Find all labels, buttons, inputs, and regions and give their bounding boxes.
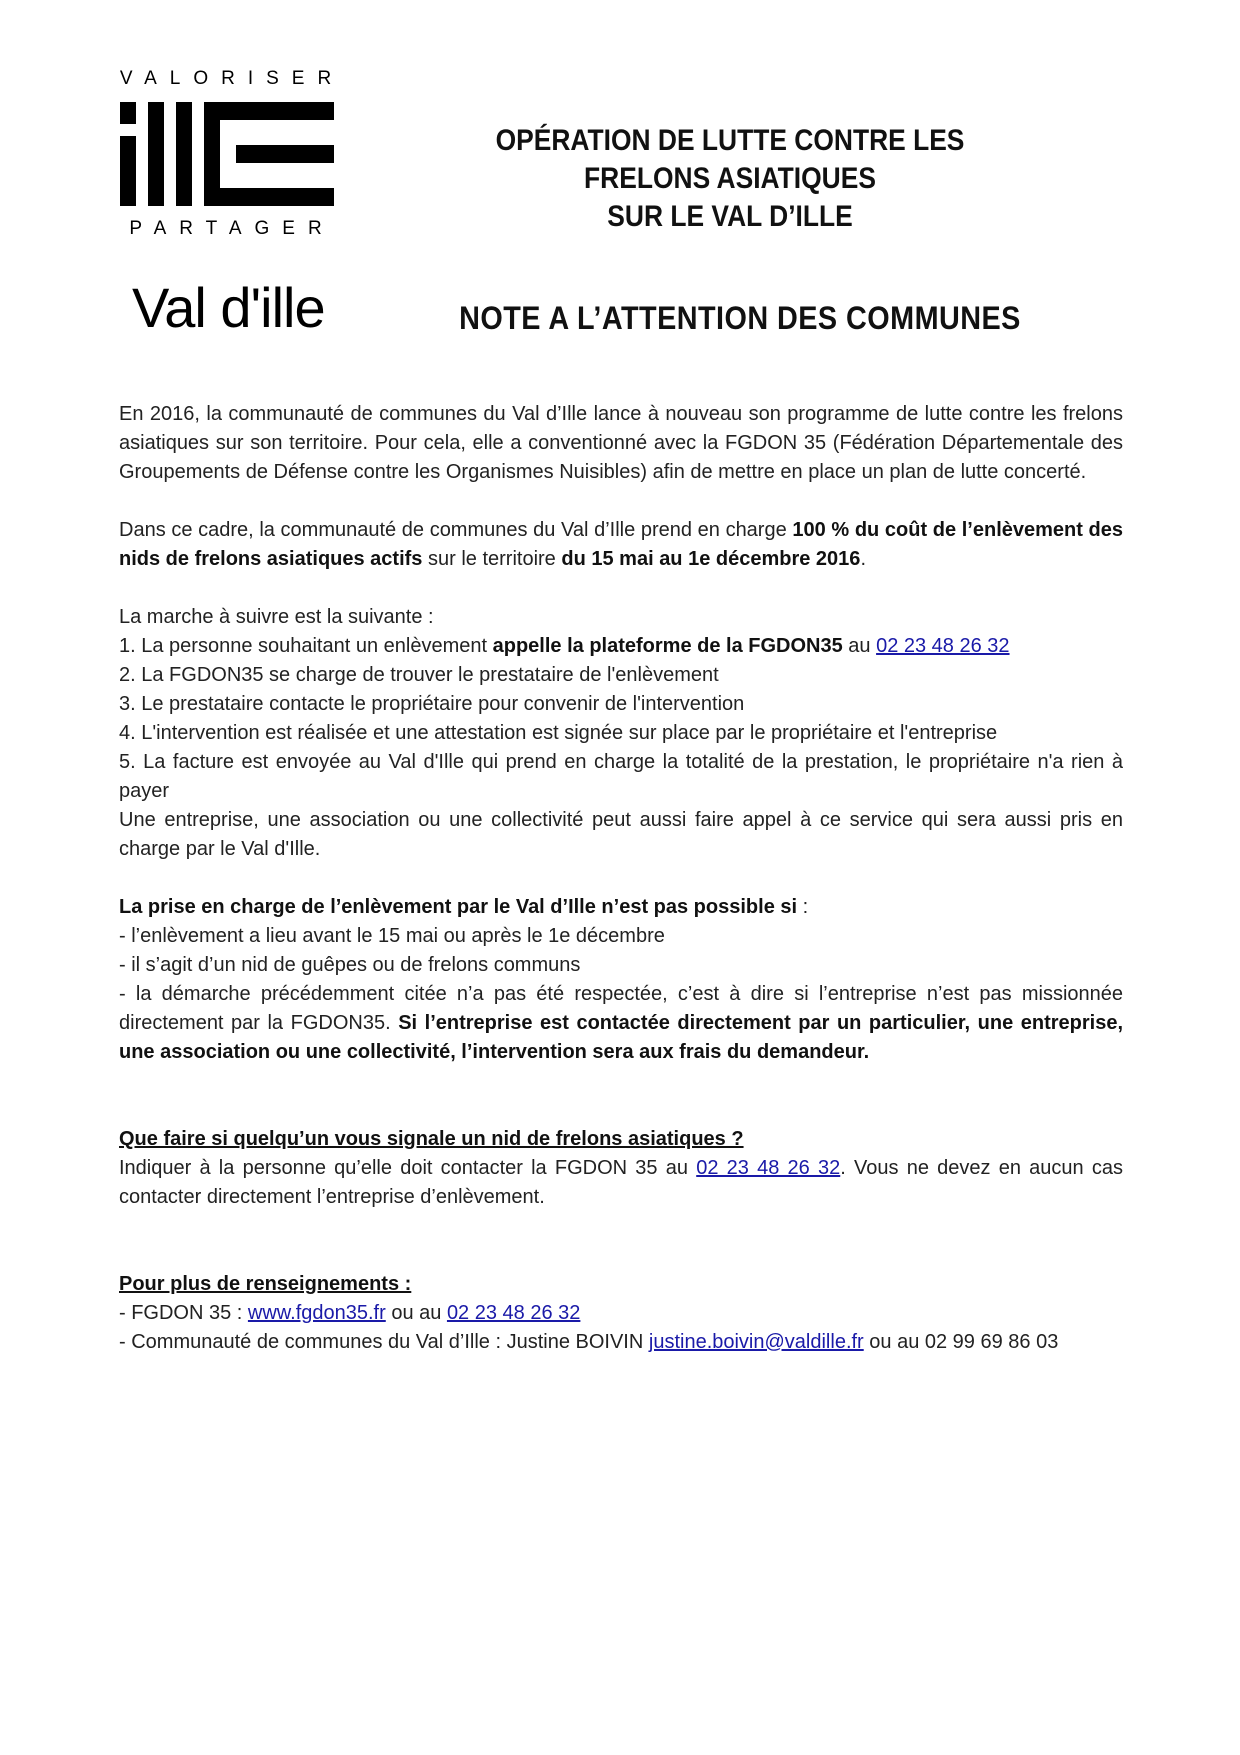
title-line-3: SUR LE VAL D’ILLE <box>607 200 853 233</box>
conditions-heading-tail: : <box>797 896 809 918</box>
steps-section <box>119 603 1123 864</box>
cadre-text-1: Dans ce cadre, la communauté de communes du Val d’Ille prend en charge <box>119 519 793 541</box>
logo-tagline-bottom: PARTAGER <box>129 218 335 239</box>
conditions-heading <box>119 893 1123 922</box>
step-3: 3. Le prestataire contacte le propriétaire pour convenir de l'intervention <box>119 693 745 715</box>
conditions-heading-bold: La prise en charge de l’enlèvement par le Val d’Ille n’est pas possible si <box>119 896 798 918</box>
steps-other: Une entreprise, une association ou une collectivité peut aussi faire appel à ce service qui sera aussi pris en charge par le Val d'Ille. <box>119 809 1123 860</box>
cadre-bold-2: du 15 mai au 1e décembre 2016 <box>561 548 861 570</box>
condition-1: - l’enlèvement a lieu avant le 15 mai ou après le 1e décembre <box>119 925 665 947</box>
note-title: NOTE A L’ATTENTION DES COMMUNES <box>459 300 1021 336</box>
info-section <box>119 1270 1123 1357</box>
signal-text <box>119 1154 1123 1212</box>
signal-text-2: . Vous ne devez en aucun cas contacter directement l’entreprise d’enlèvement. <box>119 1157 1123 1208</box>
fgdon-phone-link[interactable]: 02 23 48 26 32 <box>446 1302 581 1324</box>
condition-3-bold: Si l’entreprise est contactée directement par un particulier, une entreprise, une association ou une collectivité, l’intervention sera aux frais du demandeur. <box>119 1012 1124 1063</box>
step-2: 2. La FGDON35 se charge de trouver le prestataire de l'enlèvement <box>119 664 719 686</box>
document-title <box>457 122 1003 236</box>
step-1-bold: appelle la plateforme de la FGDON35 <box>492 635 843 657</box>
title-line-1: OPÉRATION DE LUTTE CONTRE LES <box>495 124 965 157</box>
fgdon-website-link[interactable]: www.fgdon35.fr <box>247 1302 386 1324</box>
step-1-text: 1. La personne souhaitant un enlèvement <box>119 635 493 657</box>
info-line-2-text-2: ou au 02 99 69 86 03 <box>863 1331 1059 1353</box>
info-line-1-text-2: ou au <box>385 1302 447 1324</box>
condition-2: - il s’agit d’un nid de guêpes ou de frelons communs <box>119 954 581 976</box>
step-1-text-2: au <box>842 635 877 657</box>
info-line-2 <box>119 1328 1123 1357</box>
contact-email-link[interactable]: justine.boivin@valdille.fr <box>648 1331 864 1353</box>
logo-tagline-top: VALORISER <box>119 68 345 89</box>
signal-section <box>119 1125 1123 1212</box>
cadre-text-2: sur le territoire <box>422 548 562 570</box>
steps-intro: La marche à suivre est la suivante : <box>119 606 434 628</box>
val-dille-logo <box>112 60 362 339</box>
info-line-1 <box>119 1299 1123 1328</box>
intro-paragraph: En 2016, la communauté de communes du Val d’Ille lance à nouveau son programme de lutte contre les frelons asiatiques sur son territoire. Pour cela, elle a conventionné avec la FGDON 35 (Fédération Départementale des Groupements de Défense contre les Organismes Nuisibles) afin de mettre en place un plan de lutte concerté. <box>119 403 1123 483</box>
conditions-section <box>119 893 1123 1067</box>
cadre-text-3: . <box>860 548 866 570</box>
info-line-1-text: - FGDON 35 : <box>119 1302 248 1324</box>
info-line-2-text: - Communauté de communes du Val d’Ille : Justine BOIVIN <box>119 1331 649 1353</box>
signal-text-1: Indiquer à la personne qu’elle doit contacter la FGDON 35 au <box>119 1157 697 1179</box>
signal-heading: Que faire si quelqu’un vous signale un nid de frelons asiatiques ? <box>119 1128 744 1150</box>
logo-name: Val d'ille <box>132 276 325 339</box>
step-1 <box>119 632 1123 661</box>
ille-logo-mark <box>120 102 334 206</box>
signal-phone-link[interactable]: 02 23 48 26 32 <box>696 1157 841 1179</box>
cadre-paragraph <box>119 516 1123 574</box>
cadre-bold-1: 100 % du coût de l’enlèvement des nids de frelons asiatiques actifs <box>119 519 1124 570</box>
condition-3 <box>119 980 1123 1067</box>
info-heading: Pour plus de renseignements : <box>119 1273 412 1295</box>
document-body <box>119 400 1123 1357</box>
condition-3-text: - la démarche précédemment citée n’a pas été respectée, c’est à dire si l’entreprise n’est pas missionnée directement par la FGDON35. <box>119 983 1123 1034</box>
step-1-phone-link[interactable]: 02 23 48 26 32 <box>876 635 1010 657</box>
title-line-2: FRELONS ASIATIQUES <box>584 162 876 195</box>
step-4: 4. L'intervention est réalisée et une attestation est signée sur place par le propriétaire et l'entreprise <box>119 722 998 744</box>
step-5: 5. La facture est envoyée au Val d'Ille qui prend en charge la totalité de la prestation, le propriétaire n'a rien à payer <box>119 751 1123 802</box>
